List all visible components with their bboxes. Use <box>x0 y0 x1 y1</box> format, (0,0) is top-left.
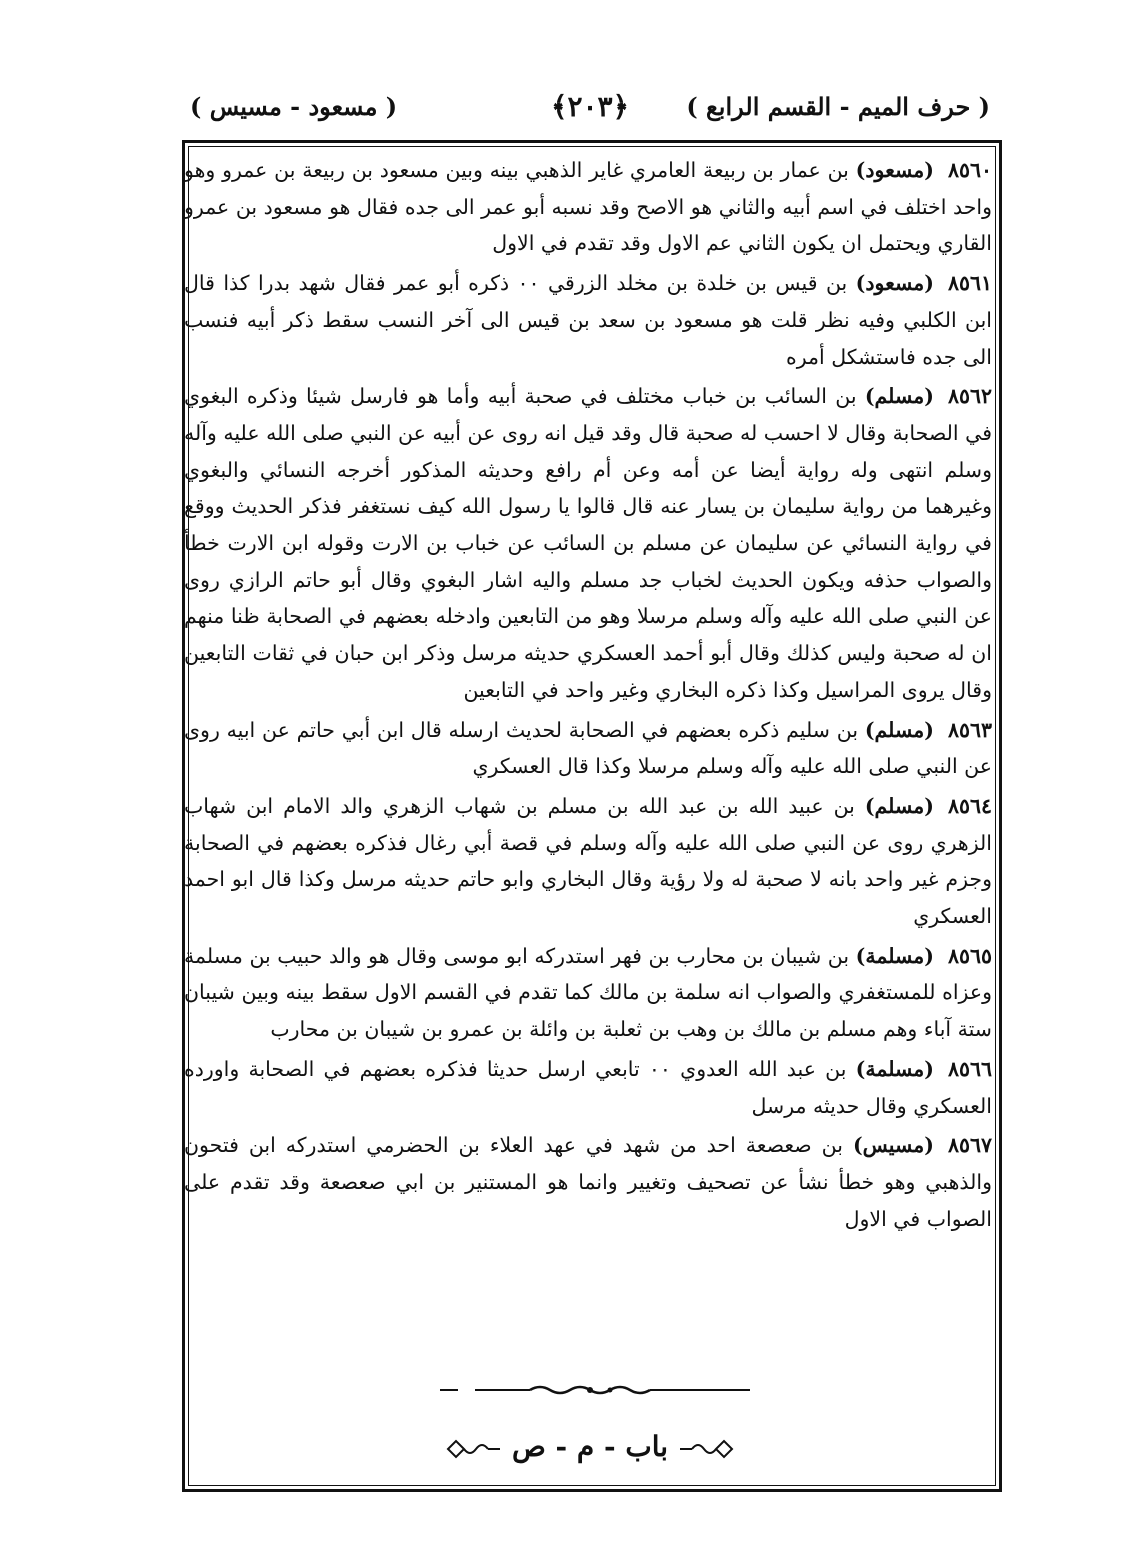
entry-number: ٨٥٦٦ <box>947 1056 993 1081</box>
entry-number: ٨٥٦٣ <box>947 717 992 742</box>
header-entry-range: ( مسعود - مسيس ) <box>190 92 398 121</box>
entry-8563 <box>184 712 992 785</box>
entry-8562 <box>184 378 992 708</box>
entry-text: بن قيس بن خلدة بن مخلد الزرقي ٠٠ ذكره أبو عمر فقال شهد بدرا كذا قال ابن الكلبي وفيه نظر قلت هو مسعود بن سعد بن قيس الى آخر النسب سقط ذكر أبيه فنسب الى جده فاستشكل أمره <box>184 271 992 369</box>
entry-text: بن عبد الله العدوي ٠٠ تابعي ارسل حديثا فذكره بعضهم في الصحابة واورده العسكري وقال حديثه مرسل <box>184 1056 992 1118</box>
header-section-title: ( حرف الميم - القسم الرابع ) <box>686 92 990 121</box>
entry-8561 <box>184 265 992 375</box>
entry-name: (مسعود) <box>855 271 934 296</box>
entry-name: (مسلم) <box>864 384 934 409</box>
entry-8565 <box>184 938 992 1048</box>
chapter-title: باب - م - ص <box>511 1430 669 1463</box>
entry-text: بن عمار بن ربيعة العامري غاير الذهبي بينه وبين مسعود بن ربيعة بن عمرو وهو واحد اختلف في اسم أبيه والثاني هو الاصح وقد نسبه أبو عمر الى جده فقال هو مسعود بن عمرو القاري ويحتمل ان يكون الثاني عم الاول وقد تقدم في الاول <box>184 158 992 256</box>
entry-number: ٨٥٦٤ <box>947 793 992 818</box>
page-header <box>190 92 990 132</box>
entry-name: (مسلم) <box>864 717 934 742</box>
entry-number: ٨٥٦٠ <box>947 158 992 182</box>
entries-body <box>184 152 992 1240</box>
entry-number: ٨٥٦٧ <box>947 1133 992 1158</box>
entry-text: بن صعصعة احد من شهد في عهد العلاء بن الحضرمي استدركه ابن فتحون والذهبي وهو خطأ نشأ عن تصحيف وتغيير وانما هو المستنير بن ابي صعصعة وقد تقدم على الصواب في الاول <box>184 1133 992 1231</box>
entry-name: (مسيس) <box>852 1133 934 1158</box>
page-number: ﴿٢٠٣﴾ <box>551 90 629 123</box>
entry-text: بن شيبان بن محارب بن فهر استدركه ابو موسى وقال هو والد حبيب بن مسلمة وعزاه للمستغفري والصواب انه سلمة بن مالك كما تقدم في القسم الاول سقط بينه وبين شيبان ستة آباء وهم مسلم بن مالك بن وهب بن ثعلبة بن وائلة بن عمرو بن شيبان بن محارب <box>184 943 992 1042</box>
entry-8564 <box>184 788 992 935</box>
entry-8567 <box>184 1127 992 1237</box>
entry-text: بن السائب بن خباب مختلف في صحبة أبيه وأما هو فارسل شيئا وذكره البغوي في الصحابة وقال لا احسب له صحبة قال وقد قيل انه روى عن أبيه عن النبي صلى الله عليه وآله وسلم انتهى وله رواية أيضا عن أمه وعن أم رافع وحديثه المذكور أخرجه النسائي والبغوي وغيرهما من رواية سليمان بن يسار عنه قال قالوا يا رسول الله كيف نستغفر فذكر الحديث ووقع في رواية النسائي عن سليمان عن مسلم بن السائب عن خباب بن الارت وقوله ابن الارت خطأ والصواب حذفه ويكون الحديث لخباب جد مسلم واليه اشار البغوي وقال أبو حاتم الرازي روى عن النبي صلى الله عليه وآله وسلم مرسلا وهو من التابعين وادخله بعضهم في الصحابة ظنا منهم ان له صحبة وليس كذلك وقال أبو أحمد العسكري حديثه مرسل وذكر ابن حبان في ثقات التابعين وقال يروى المراسيل وكذا ذكره البخاري وغير واحد في التابعين <box>184 384 992 702</box>
ornament-left-icon <box>440 1438 502 1460</box>
entry-number: ٨٥٦٥ <box>947 943 992 968</box>
entry-8566 <box>184 1051 992 1124</box>
chapter-heading <box>440 1430 740 1470</box>
ornamental-divider <box>440 1380 750 1400</box>
entry-number: ٨٥٦١ <box>947 271 992 296</box>
entry-name: (مسلمة) <box>855 1056 934 1081</box>
entry-name: (مسلمة) <box>855 943 934 968</box>
entry-number: ٨٥٦٢ <box>947 384 992 409</box>
entry-text: بن عبيد الله بن عبد الله بن مسلم بن شهاب الزهري والد الامام ابن شهاب الزهري روى عن النبي صلى الله عليه وآله وسلم في قصة أبي رغال فذكره بعضهم في الصحابة وجزم غير واحد بانه لا صحبة له ولا رؤية وقال البخاري وابو حاتم حديثه مرسل وكذا قال ابو احمد العسكري <box>184 793 992 929</box>
entry-name: (مسعود) <box>855 158 934 182</box>
entry-text: بن سليم ذكره بعضهم في الصحابة لحديث ارسله قال ابن أبي حاتم عن ابيه روى عن النبي صلى الله عليه وآله وسلم مرسلا وكذا قال العسكري <box>184 717 992 779</box>
ornament-right-icon <box>678 1438 740 1460</box>
entry-8560 <box>184 152 992 262</box>
entry-name: (مسلم) <box>864 793 934 818</box>
